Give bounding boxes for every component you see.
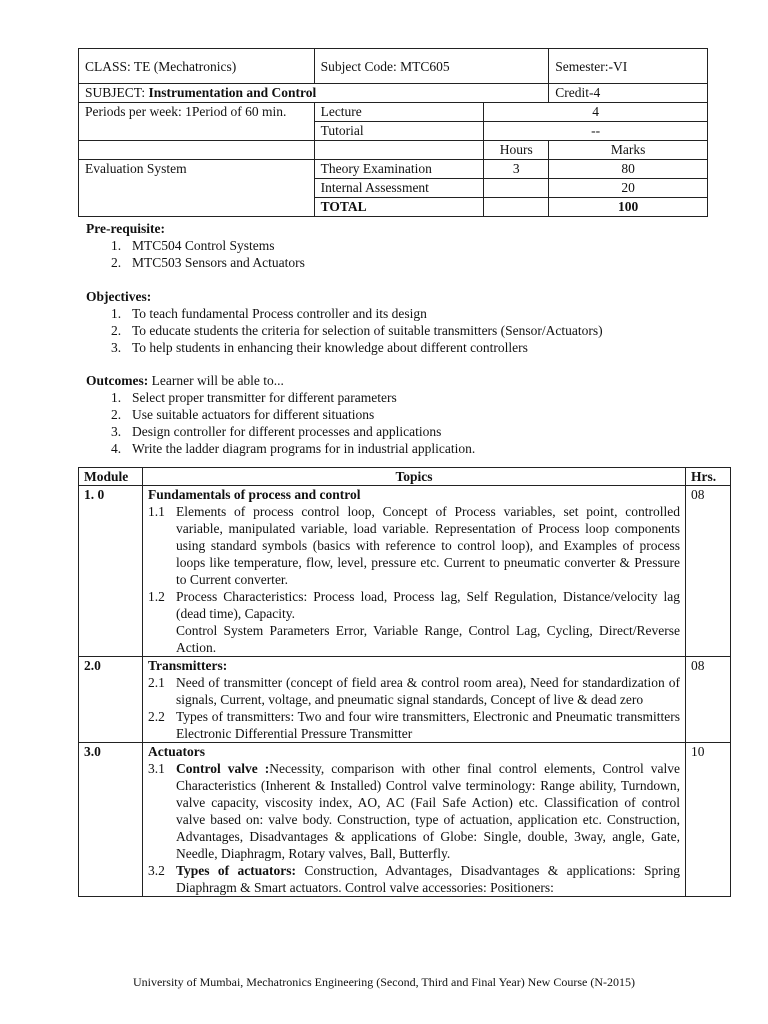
internal-label: Internal Assessment bbox=[314, 179, 484, 198]
subtopic: 3.2 Types of actuators: Construction, Advantages, Disadvantages & applications: Spring Diaphragm & Smart actuators. Control valve accessories: Positioners: bbox=[147, 863, 681, 895]
module-title: Transmitters: bbox=[147, 658, 228, 673]
tutorial-value: -- bbox=[484, 122, 708, 141]
tutorial-label: Tutorial bbox=[314, 122, 484, 141]
prerequisite-section bbox=[86, 220, 706, 271]
module-topics bbox=[142, 486, 685, 657]
internal-marks: 20 bbox=[549, 179, 708, 198]
subject-name: Instrumentation and Control bbox=[148, 85, 317, 100]
total-marks: 100 bbox=[549, 198, 708, 217]
periods-text: Periods per week: 1Period of 60 min. bbox=[85, 104, 287, 119]
col-topics: Topics bbox=[142, 468, 685, 486]
table-row bbox=[79, 743, 731, 897]
module-topics bbox=[142, 743, 685, 897]
subtopic: 1.2 Process Characteristics: Process load, Process lag, Self Regulation, Distance/velocity lag (dead time), Capacity. Control System Parameters Error, Variable Range, Control Lag, Cycling, Direct/Reverse Action. bbox=[147, 589, 680, 655]
class-text: CLASS: TE (Mechatronics) bbox=[85, 58, 237, 74]
subject-cell bbox=[79, 84, 549, 103]
col-hrs: Hrs. bbox=[686, 468, 731, 486]
theory-label: Theory Examination bbox=[314, 160, 484, 179]
outcomes-section bbox=[86, 372, 706, 457]
subject-prefix: SUBJECT: bbox=[85, 85, 149, 100]
marks-label: Marks bbox=[549, 141, 708, 160]
module-title: Actuators bbox=[147, 744, 205, 759]
hours-label: Hours bbox=[484, 141, 549, 160]
col-module: Module bbox=[79, 468, 143, 486]
prerequisite-list bbox=[86, 237, 706, 271]
list-item: 3. To help students in enhancing their knowledge about different controllers bbox=[111, 340, 528, 355]
table-row bbox=[79, 657, 731, 743]
course-header-table bbox=[78, 48, 708, 217]
lecture-label: Lecture bbox=[314, 103, 484, 122]
course-topics-table bbox=[78, 467, 731, 897]
list-item: 2. Use suitable actuators for different situations bbox=[111, 407, 375, 422]
outcomes-list bbox=[86, 389, 706, 457]
list-item: 4. Write the ladder diagram programs for in industrial application. bbox=[111, 441, 476, 456]
empty-cell bbox=[314, 141, 484, 160]
subject-code-text: Subject Code: MTC605 bbox=[320, 58, 450, 74]
class-cell bbox=[79, 49, 315, 84]
subtopic: 1.1 Elements of process control loop, Concept of Process variables, set point, controlled variable, manipulated variable, load variable. Representation of Process loop components using standard symbols (basics with reference to control loop), and Examples of process loops like temperature, flow, level, pressure etc. Current to pneumatic converter & Pressure to Current converter. bbox=[147, 504, 680, 587]
page-footer: University of Mumbai, Mechatronics Engineering (Second, Third and Final Year) New Course (N-2015) bbox=[132, 975, 635, 989]
subject-code-cell bbox=[314, 49, 549, 84]
module-number: 3.0 bbox=[79, 743, 143, 897]
module-number: 1. 0 bbox=[79, 486, 143, 657]
module-title: Fundamentals of process and control bbox=[147, 487, 361, 502]
objectives-section bbox=[86, 288, 706, 356]
module-hours: 08 bbox=[686, 657, 731, 743]
list-item: 1. MTC504 Control Systems bbox=[111, 238, 275, 253]
subtopic: 2.2 Types of transmitters: Two and four wire transmitters, Electronic and Pneumatic transmitters Electronic Differential Pressure Transmitter bbox=[147, 709, 680, 741]
subtopic: 3.1 Control valve :Necessity, comparison with other final control elements, Control valve Characteristics (Inherent & Installed) Control valve terminology: Range ability, Turndown, valve capacity, viscosity index, AO, AC (Fail Safe Action) etc. Classification of control valve based on: valve body. Construction, type of actuation, application etc. Construction, Advantages, Disadvantages & applications of Globe: Single, double, 3way, angle, Gate, Needle, Diaphragm, Rotary valves, Ball, Butterfly. bbox=[147, 761, 680, 861]
module-hours: 10 bbox=[686, 743, 731, 897]
evaluation-label: Evaluation System bbox=[79, 160, 315, 217]
outcomes-intro: Learner will be able to... bbox=[148, 373, 284, 388]
theory-marks: 80 bbox=[549, 160, 708, 179]
module-topics bbox=[142, 657, 685, 743]
semester-cell bbox=[549, 49, 708, 84]
objectives-list bbox=[86, 305, 706, 356]
list-item: 1. Select proper transmitter for different parameters bbox=[111, 390, 397, 405]
empty-cell bbox=[484, 179, 549, 198]
periods-cell bbox=[79, 103, 315, 141]
objectives-heading: Objectives: bbox=[86, 289, 152, 304]
list-item: 1. To teach fundamental Process controller and its design bbox=[111, 306, 427, 321]
list-item: 2. To educate students the criteria for selection of suitable transmitters (Sensor/Actuators) bbox=[111, 323, 603, 338]
subtopic: 2.1 Need of transmitter (concept of field area & control room area), Need for standardization of signals, Current, voltage, and pneumatic signal standards, Concept of live & dead zero bbox=[147, 675, 680, 707]
module-hours: 08 bbox=[686, 486, 731, 657]
empty-cell bbox=[484, 198, 549, 217]
prerequisite-heading: Pre-requisite: bbox=[86, 221, 165, 236]
credit-text: Credit-4 bbox=[555, 85, 601, 100]
table-row bbox=[79, 486, 731, 657]
semester-text: Semester:-VI bbox=[555, 58, 628, 74]
outcomes-heading-line bbox=[86, 372, 706, 389]
list-item: 3. Design controller for different processes and applications bbox=[111, 424, 442, 439]
credit-cell bbox=[549, 84, 708, 103]
list-item: 2. MTC503 Sensors and Actuators bbox=[111, 255, 305, 270]
module-number: 2.0 bbox=[79, 657, 143, 743]
outcomes-heading: Outcomes: bbox=[86, 373, 149, 388]
lecture-value: 4 bbox=[484, 103, 708, 122]
total-label: TOTAL bbox=[314, 198, 484, 217]
theory-hours: 3 bbox=[484, 160, 549, 179]
table-header-row bbox=[79, 468, 731, 486]
empty-cell bbox=[79, 141, 315, 160]
